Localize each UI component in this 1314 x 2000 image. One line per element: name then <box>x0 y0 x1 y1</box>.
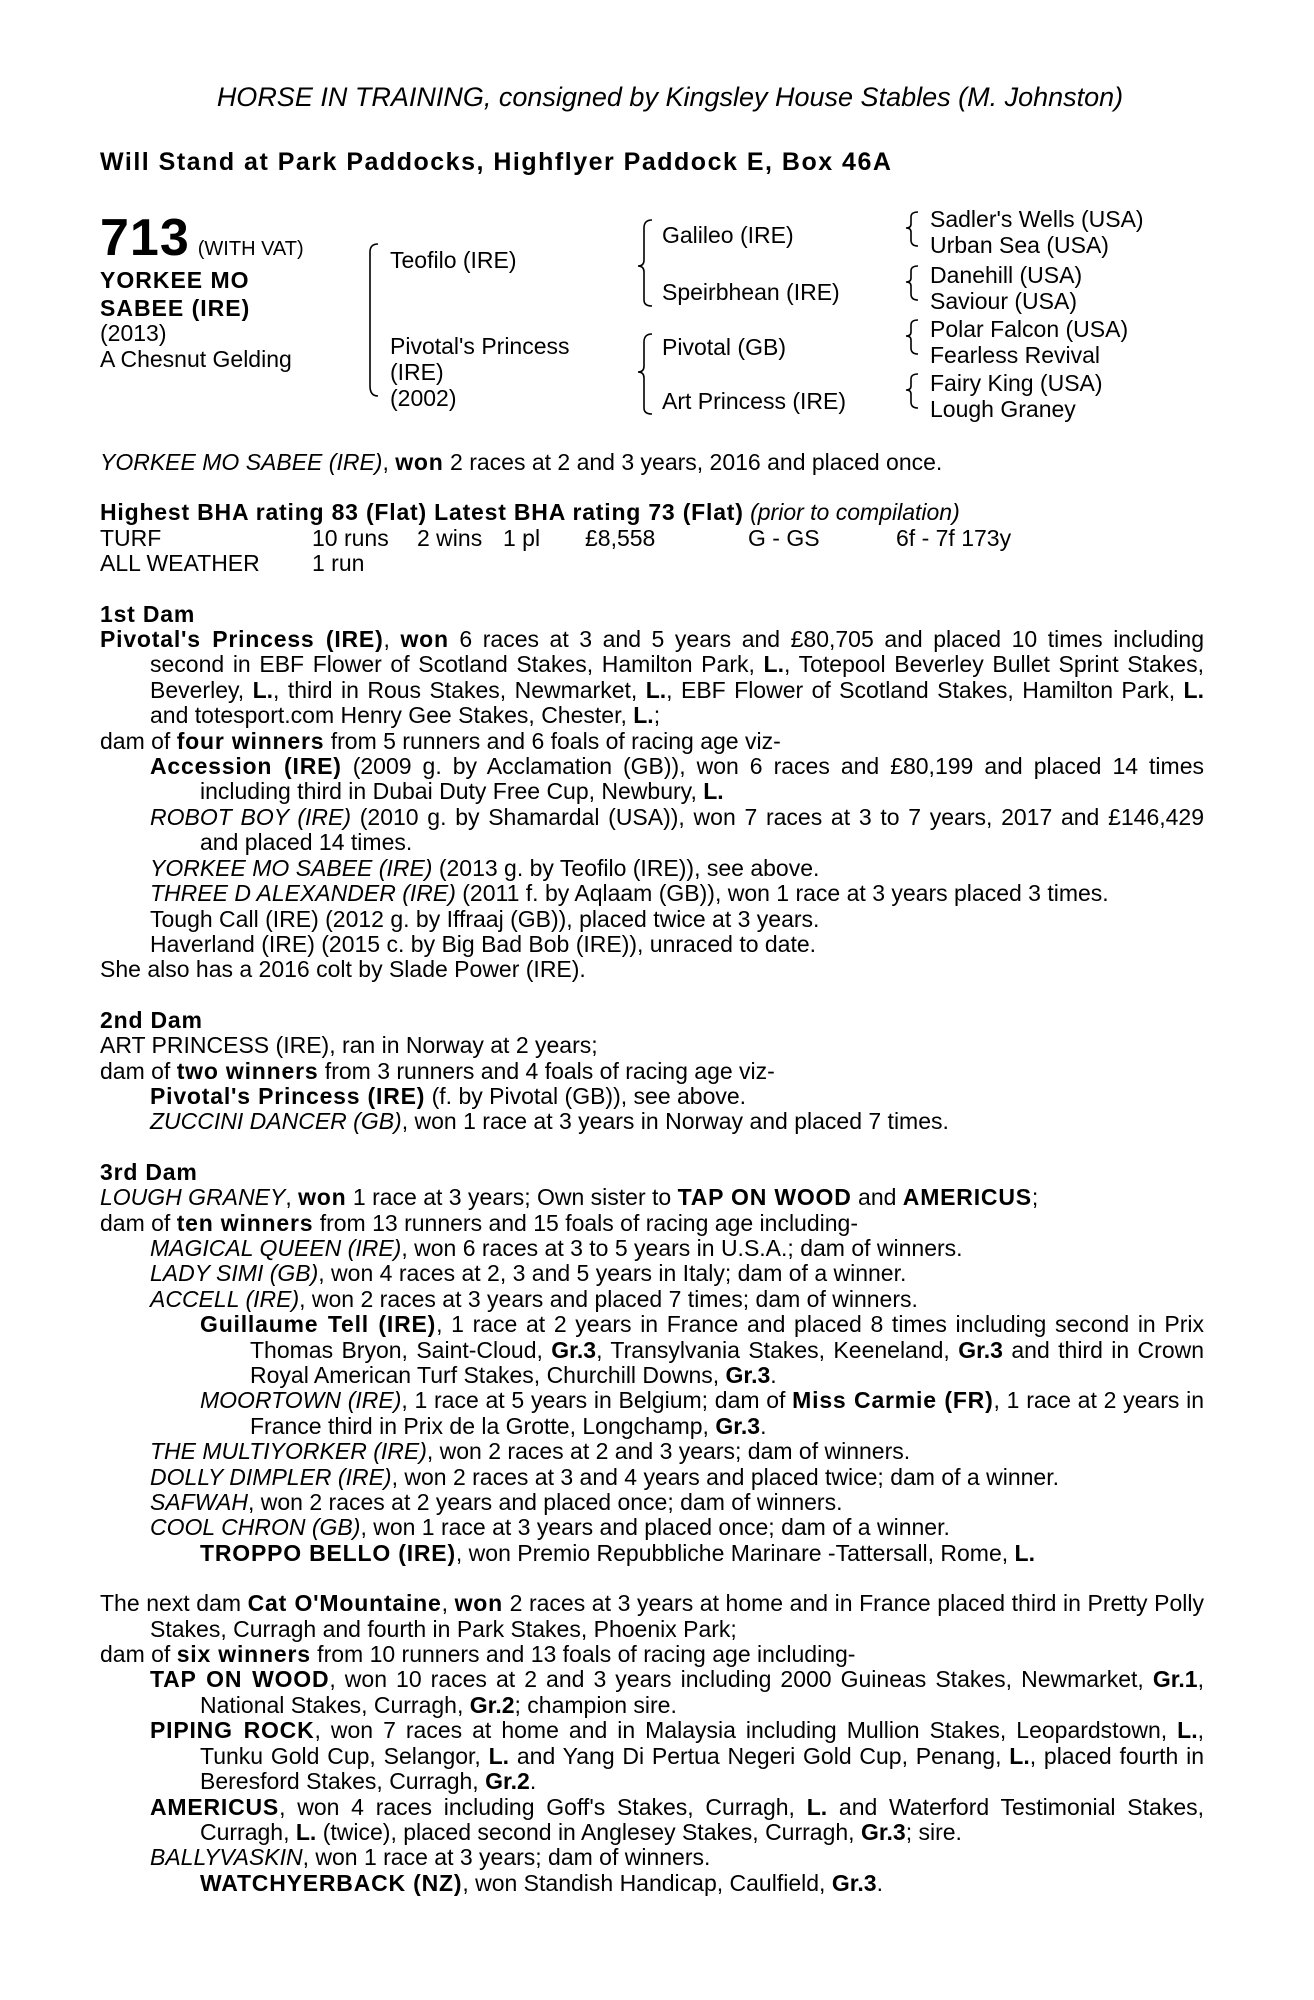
second-dam-record: ART PRINCESS (IRE), ran in Norway at 2 years; <box>100 1032 598 1059</box>
first-dam-also: She also has a 2016 colt by Slade Power (IRE). <box>100 956 586 983</box>
produce-piping-rock: PIPING ROCK, won 7 races at home and in Malaysia including Mullion Stakes, Leopardstown, L., Tunku Gold Cup, Selangor, L. and Yang Di Pertua Negeri Gold Cup, Penang, L., placed fourth in Beresford Stakes, Curragh, Gr.2. <box>150 1717 1205 1795</box>
third-dam-produce: dam of ten winners from 13 runners and 15 foals of racing age including- <box>100 1209 858 1236</box>
produce-three-d-alexander: THREE D ALEXANDER (IRE) (2011 f. by Aqlaam (GB)), won 1 race at 3 years placed 3 times. <box>150 880 1109 907</box>
first-dam-produce: dam of four winners from 5 runners and 6 foals of racing age viz- <box>100 727 781 754</box>
pedigree-dss: Polar Falcon (USA) <box>930 316 1129 342</box>
produce-tap-on-wood: TAP ON WOOD, won 10 races at 2 and 3 years including 2000 Guineas Stakes, Newmarket, Gr.1, National Stakes, Curragh, Gr.2; champion sire. <box>150 1666 1204 1718</box>
produce-americus: AMERICUS, won 4 races including Goff's Stakes, Curragh, L. and Waterford Testimonial Stakes, Curragh, L. (twice), placed second in Anglesey Stakes, Curragh, Gr.3; sire. <box>150 1793 1205 1845</box>
ss-bracket <box>906 212 918 246</box>
race-summary: YORKEE MO SABEE (IRE), won 2 races at 2 and 3 years, 2016 and placed once. <box>100 449 943 475</box>
ds-bracket <box>906 320 918 354</box>
pedigree-sire-sire: Galileo (IRE) <box>662 222 794 248</box>
produce-guillaume-tell: Guillaume Tell (IRE), 1 race at 2 years in France and placed 8 times including second in Prix Thomas Bryon, Saint-Cloud, Gr.3, Transylvania Stakes, Keeneland, Gr.3 and third in Crown Royal American Turf Stakes, Churchill Downs, Gr.3. <box>200 1311 1205 1388</box>
produce-dolly-dimpler: DOLLY DIMPLER (IRE), won 2 races at 3 and 4 years and placed twice; dam of a winner. <box>150 1463 1059 1490</box>
horse-name-line1: YORKEE MO <box>100 267 250 293</box>
produce-accession: Accession (IRE) (2009 g. by Acclamation (GB)), won 6 races and £80,199 and placed 14 times including third in Dubai Duty Free Cup, Newbury, L. <box>150 753 1204 805</box>
page-header: HORSE IN TRAINING, consigned by Kingsley House Stables (M. Johnston) <box>216 82 1124 112</box>
pedigree-dsd: Fearless Revival <box>930 342 1100 368</box>
sire-line-bracket <box>638 220 652 306</box>
all-weather-stats-row: ALL WEATHER 1 run <box>100 550 365 577</box>
pedigree-ssd: Urban Sea (USA) <box>930 232 1109 258</box>
produce-haverland: Haverland (IRE) (2015 c. by Big Bad Bob (IRE)), unraced to date. <box>150 930 817 957</box>
produce-pivotals-princess: Pivotal's Princess (IRE) (f. by Pivotal (GB)), see above. <box>150 1082 747 1109</box>
pedigree-ddd: Lough Graney <box>930 396 1076 422</box>
produce-accell: ACCELL (IRE), won 2 races at 3 years and placed 7 times; dam of winners. <box>150 1285 918 1312</box>
pedigree-dam-line2: (IRE) <box>390 359 444 385</box>
pedigree-dam-line1: Pivotal's Princess <box>390 333 570 359</box>
produce-safwah: SAFWAH, won 2 races at 2 years and placed once; dam of winners. <box>150 1489 843 1516</box>
first-dam-record: Pivotal's Princess (IRE), won 6 races at 3 and 5 years and £80,705 and placed 10 times including second in EBF Flower of Scotland Stakes, Hamilton Park, L., Totepool Beverley Bullet Sprint Stakes, Beverley, L., third in Rous Stakes, Newmarket, L., EBF Flower of Scotland Stakes, Hamilton Park, L. and totesport.com Henry Gee Stakes, Chester, L.; <box>100 626 1204 729</box>
produce-lady-simi: LADY SIMI (GB), won 4 races at 2, 3 and 5 years in Italy; dam of a winner. <box>150 1260 907 1287</box>
stand-location: Will Stand at Park Paddocks, Highflyer Paddock E, Box 46A <box>100 148 893 176</box>
vat-label: (WITH VAT) <box>197 238 304 260</box>
produce-the-multiyorker: THE MULTIYORKER (IRE), won 2 races at 2 and 3 years; dam of winners. <box>150 1438 911 1465</box>
horse-name-line2: SABEE (IRE) <box>100 295 251 321</box>
third-dam-heading: 3rd Dam <box>100 1158 198 1185</box>
pedigree-dam-line3: (2002) <box>390 385 457 411</box>
third-dam-record: LOUGH GRANEY, won 1 race at 3 years; Own sister to TAP ON WOOD and AMERICUS; <box>100 1184 1039 1211</box>
horse-description: A Chesnut Gelding <box>100 346 292 372</box>
dam-line-bracket <box>638 334 652 414</box>
turf-stats-row: TURF 10 runs 2 wins 1 pl £8,558 G - GS 6f - 7f 173y <box>100 524 1012 551</box>
next-dam-produce: dam of six winners from 10 runners and 13 foals of racing age including- <box>100 1641 856 1668</box>
produce-magical-queen: MAGICAL QUEEN (IRE), won 6 races at 3 to 5 years in U.S.A.; dam of winners. <box>150 1234 963 1261</box>
pedigree-sdd: Saviour (USA) <box>930 288 1077 314</box>
lot-number: 713 <box>100 209 190 267</box>
dd-bracket <box>906 374 918 408</box>
produce-zuccini-dancer: ZUCCINI DANCER (GB), won 1 race at 3 years in Norway and placed 7 times. <box>150 1108 949 1135</box>
produce-watchyerback: WATCHYERBACK (NZ), won Standish Handicap, Caulfield, Gr.3. <box>200 1869 883 1896</box>
sd-bracket <box>906 266 918 300</box>
produce-ballyvaskin: BALLYVASKIN, won 1 race at 3 years; dam of winners. <box>150 1844 711 1871</box>
second-dam-heading: 2nd Dam <box>100 1006 203 1033</box>
pedigree-dam <box>390 333 570 411</box>
produce-yorkee-mo-sabee: YORKEE MO SABEE (IRE) (2013 g. by Teofilo (IRE)), see above. <box>150 854 820 881</box>
pedigree-dds: Fairy King (USA) <box>930 370 1103 396</box>
produce-tough-call: Tough Call (IRE) (2012 g. by Iffraaj (GB)), placed twice at 3 years. <box>150 905 820 932</box>
pedigree-sds: Danehill (USA) <box>930 262 1083 288</box>
next-dam-record: The next dam Cat O'Mountaine, won 2 races at 3 years at home and in France placed third in Pretty Polly Stakes, Curragh and fourth in Park Stakes, Phoenix Park; <box>100 1590 1204 1642</box>
first-dam-heading: 1st Dam <box>100 600 196 627</box>
second-dam-produce: dam of two winners from 3 runners and 4 foals of racing age viz- <box>100 1057 775 1084</box>
pedigree-dam-sire: Pivotal (GB) <box>662 334 786 360</box>
sire-dam-bracket <box>370 244 378 396</box>
pedigree-dam-dam: Art Princess (IRE) <box>662 388 847 414</box>
produce-cool-chron: COOL CHRON (GB), won 1 race at 3 years and placed once; dam of a winner. <box>150 1514 950 1541</box>
produce-troppo-bello: TROPPO BELLO (IRE), won Premio Repubbliche Marinare -Tattersall, Rome, L. <box>200 1539 1035 1566</box>
catalogue-body <box>100 450 1204 1896</box>
ratings-line: Highest BHA rating 83 (Flat) Latest BHA rating 73 (Flat) (prior to compilation) <box>100 499 960 526</box>
produce-moortown: MOORTOWN (IRE), 1 race at 5 years in Belgium; dam of Miss Carmie (FR), 1 race at 2 years in France third in Prix de la Grotte, Longchamp, Gr.3. <box>200 1387 1204 1439</box>
pedigree-sire: Teofilo (IRE) <box>390 247 517 273</box>
produce-robot-boy: ROBOT BOY (IRE) (2010 g. by Shamardal (USA)), won 7 races at 3 to 7 years, 2017 and £146,429 and placed 14 times. <box>150 803 1204 856</box>
pedigree-sss: Sadler's Wells (USA) <box>930 206 1144 232</box>
pedigree-sire-dam: Speirbhean (IRE) <box>662 279 840 305</box>
horse-year: (2013) <box>100 320 167 346</box>
